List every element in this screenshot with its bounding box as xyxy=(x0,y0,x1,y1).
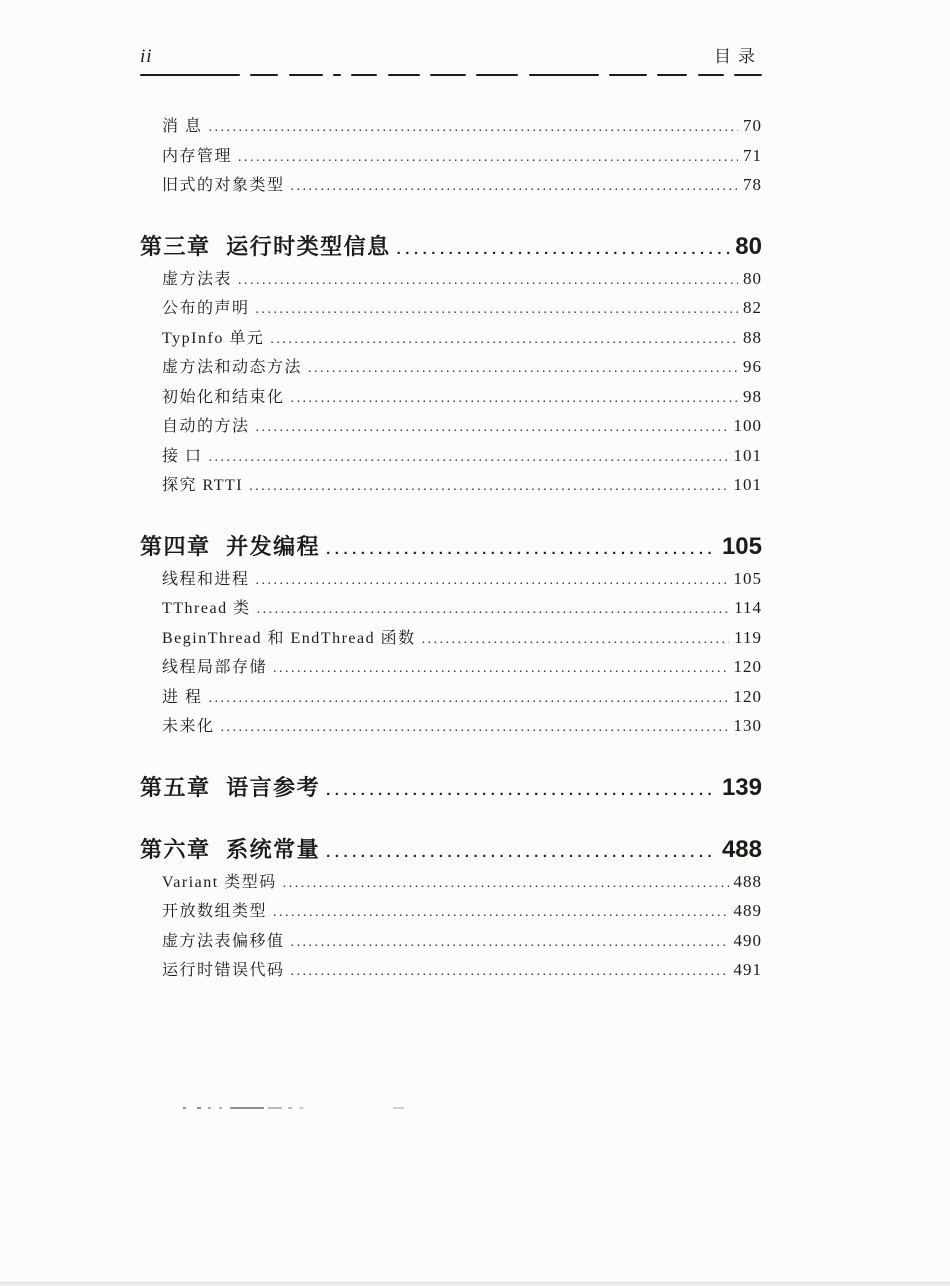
entry-page-number: 78 xyxy=(743,175,762,194)
entry-title: 公布的声明 xyxy=(162,300,250,317)
dot-leader xyxy=(422,624,730,655)
entry-page-number: 101 xyxy=(733,475,762,494)
header-rule xyxy=(140,74,762,76)
entry-page-number: 120 xyxy=(733,657,762,676)
entry-page-number: 70 xyxy=(743,116,762,135)
chapter-page-number: 139 xyxy=(721,773,762,801)
toc-entry-row xyxy=(140,896,762,926)
entry-page-number: 490 xyxy=(733,930,762,950)
dot-leader xyxy=(249,471,728,502)
entry-title: TThread 类 xyxy=(162,600,251,617)
dot-leader xyxy=(283,868,729,899)
toc-entry-row xyxy=(140,652,762,682)
dot-leader xyxy=(326,535,717,565)
dot-leader xyxy=(273,653,728,684)
entry-page-number: 80 xyxy=(743,268,762,288)
entry-title: 开放数组类型 xyxy=(162,903,268,920)
entry-title: 消 息 xyxy=(162,118,203,135)
chapter-page-number: 488 xyxy=(721,835,762,863)
entry-title: BeginThread 和 EndThread 函数 xyxy=(162,629,416,647)
toc-entry-row xyxy=(140,711,762,741)
toc-chapter-row xyxy=(140,532,762,562)
page-bottom-edge xyxy=(0,1282,950,1286)
chapter-page-number: 80 xyxy=(735,232,762,260)
dot-leader xyxy=(256,294,738,325)
dot-leader xyxy=(291,927,729,958)
entry-page-number: 71 xyxy=(743,145,762,165)
toc-entry-row xyxy=(140,926,762,956)
dot-leader xyxy=(291,956,729,987)
dot-leader xyxy=(270,324,738,355)
toc-entry-row xyxy=(140,141,762,171)
dot-leader xyxy=(291,171,738,202)
entry-page-number: 114 xyxy=(734,598,762,617)
entry-title: TypInfo 单元 xyxy=(162,329,265,347)
dot-leader xyxy=(238,142,738,173)
entry-title: 运行时错误代码 xyxy=(162,962,285,979)
entry-page-number: 100 xyxy=(733,416,762,435)
entry-title: 虚方法表偏移值 xyxy=(162,932,285,950)
toc-chapter-row xyxy=(140,773,762,803)
entry-page-number: 120 xyxy=(733,686,762,706)
dot-leader xyxy=(326,776,717,806)
page-content xyxy=(140,0,762,985)
scan-artifact xyxy=(0,1106,950,1110)
toc-entry-row xyxy=(140,293,762,323)
entry-title: 未来化 xyxy=(162,718,215,735)
toc-entry-row xyxy=(140,170,762,200)
toc-entry-row xyxy=(140,352,762,382)
entry-title: 旧式的对象类型 xyxy=(162,177,285,194)
toc-entry-row xyxy=(140,323,762,353)
entry-page-number: 101 xyxy=(733,445,762,465)
chapter-title: 第四章 并发编程 xyxy=(140,533,321,559)
running-head-title: 目录 xyxy=(714,47,762,66)
entry-title: 线程局部存储 xyxy=(162,659,268,676)
entry-title: 内存管理 xyxy=(162,147,233,165)
toc-entry-row xyxy=(140,564,762,594)
dot-leader xyxy=(209,683,729,714)
dot-leader xyxy=(256,412,729,443)
toc-entry-row xyxy=(140,593,762,623)
toc-entry-row xyxy=(140,111,762,141)
chapter-title: 第五章 语言参考 xyxy=(140,774,321,800)
dot-leader xyxy=(209,442,729,473)
toc-chapter-row xyxy=(140,835,762,865)
toc-list xyxy=(140,111,762,985)
chapter-title: 第三章 运行时类型信息 xyxy=(140,233,391,259)
toc-entry-row xyxy=(140,867,762,897)
dot-leader xyxy=(308,353,738,384)
running-header xyxy=(140,0,762,68)
entry-title: 初始化和结束化 xyxy=(162,388,285,406)
toc-entry-row xyxy=(140,411,762,441)
entry-page-number: 119 xyxy=(734,627,762,647)
entry-title: 虚方法和动态方法 xyxy=(162,359,303,376)
toc-entry-row xyxy=(140,441,762,471)
toc-entry-row xyxy=(140,264,762,294)
toc-chapter-row xyxy=(140,232,762,262)
entry-page-number: 491 xyxy=(733,960,762,979)
toc-entry-row xyxy=(140,955,762,985)
toc-entry-row xyxy=(140,382,762,412)
entry-page-number: 130 xyxy=(733,716,762,735)
dot-leader xyxy=(209,112,738,143)
dot-leader xyxy=(238,265,738,296)
entry-page-number: 105 xyxy=(733,568,762,588)
dot-leader xyxy=(291,383,738,414)
entry-page-number: 489 xyxy=(733,901,762,920)
entry-title: Variant 类型码 xyxy=(162,873,277,891)
dot-leader xyxy=(397,235,731,265)
chapter-title: 第六章 系统常量 xyxy=(140,836,321,862)
toc-entry-row xyxy=(140,682,762,712)
dot-leader xyxy=(257,594,730,625)
dot-leader xyxy=(221,712,729,743)
dot-leader xyxy=(256,565,729,596)
entry-page-number: 98 xyxy=(743,386,762,406)
entry-title: 自动的方法 xyxy=(162,418,250,435)
entry-title: 接 口 xyxy=(162,447,203,465)
dot-leader xyxy=(326,838,717,868)
toc-entry-row xyxy=(140,470,762,500)
entry-title: 探究 RTTI xyxy=(162,477,244,494)
entry-page-number: 88 xyxy=(743,327,762,347)
entry-page-number: 96 xyxy=(743,357,762,376)
entry-title: 虚方法表 xyxy=(162,270,233,288)
entry-page-number: 488 xyxy=(733,871,762,891)
dot-leader xyxy=(273,897,728,928)
toc-entry-row xyxy=(140,623,762,653)
chapter-page-number: 105 xyxy=(721,532,762,560)
page-folio: ii xyxy=(140,46,153,67)
entry-title: 进 程 xyxy=(162,688,203,706)
entry-page-number: 82 xyxy=(743,298,762,317)
entry-title: 线程和进程 xyxy=(162,570,250,588)
